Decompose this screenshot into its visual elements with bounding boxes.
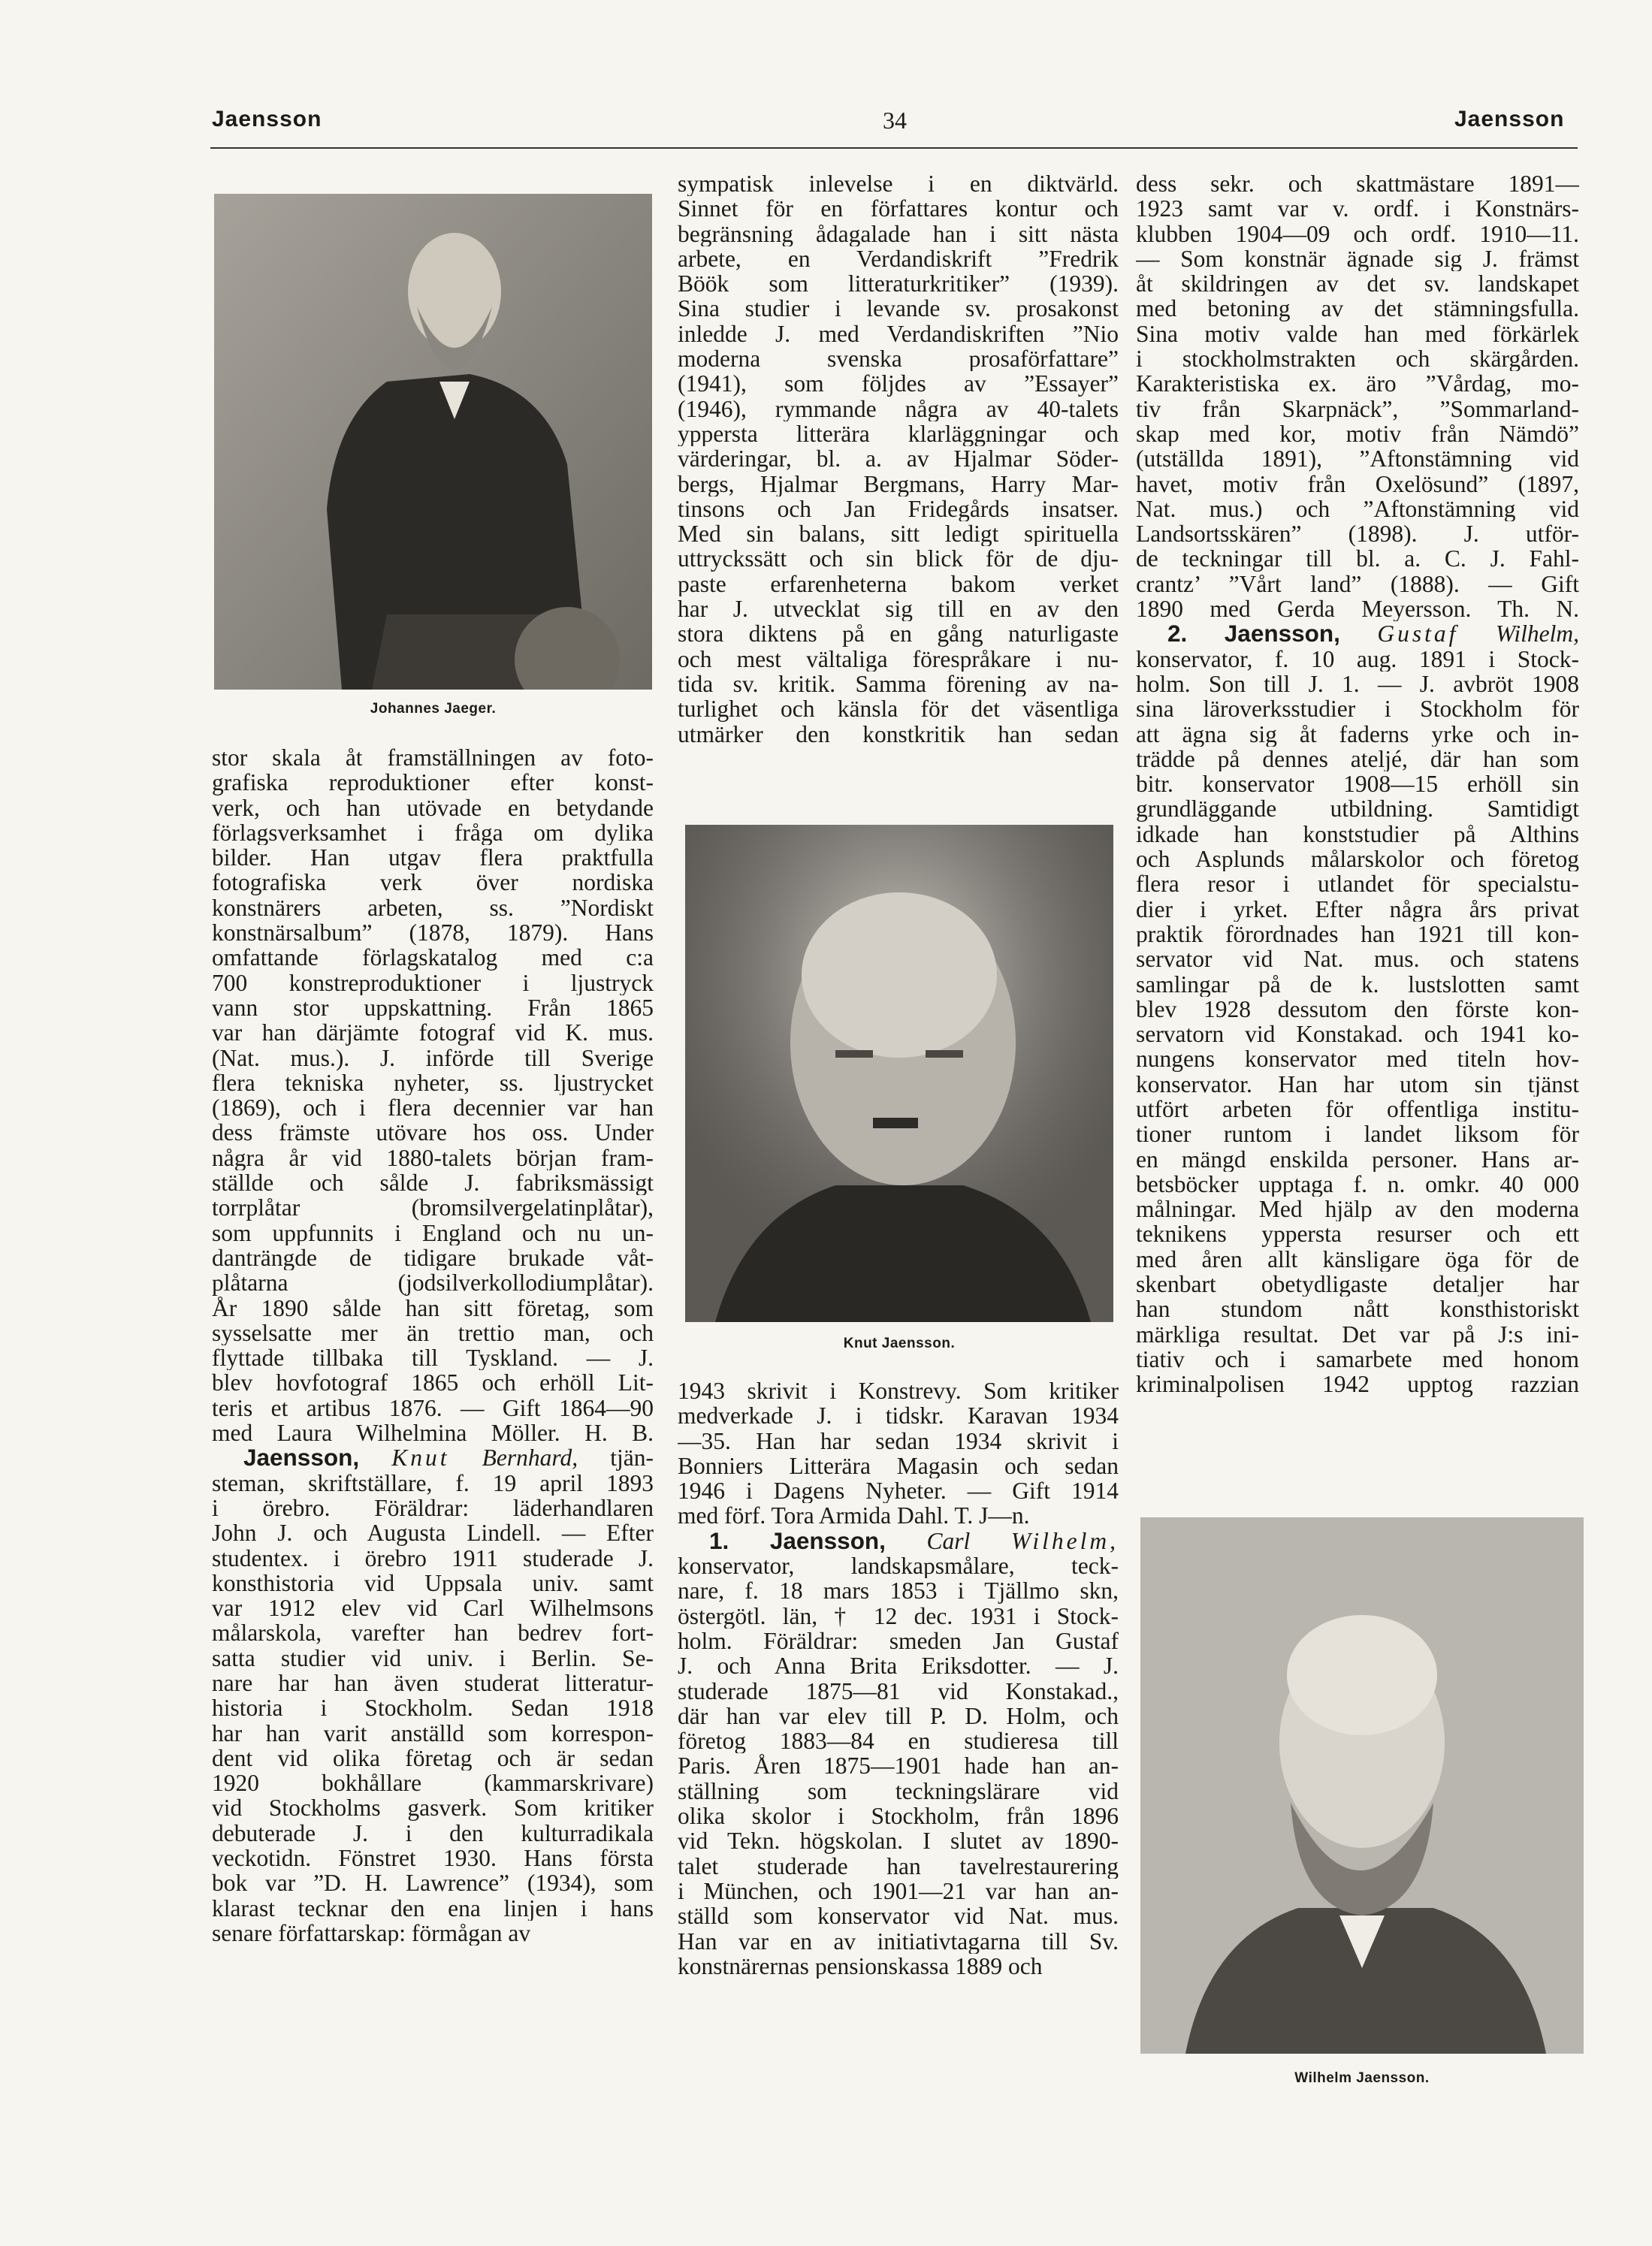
text-column-2-continued: [678, 1378, 1119, 1979]
text-line: konservator, landskapsmålare, teck-: [678, 1553, 1119, 1579]
text-line: holm. Föräldrar: smeden Jan Gustaf: [678, 1628, 1119, 1654]
text-line: Sina motiv valde han med förkärlek: [1136, 321, 1579, 347]
text-line: senare författarskap: förmågan av: [212, 1920, 531, 1946]
text-line: trädde på dennes ateljé, där han som: [1136, 746, 1579, 772]
text-line: År 1890 sålde han sitt företag, som: [212, 1295, 654, 1321]
text-line: fotografiska verk över nordiska: [212, 870, 654, 895]
text-line: nare, f. 18 mars 1853 i Tjällmo skn,: [678, 1578, 1119, 1604]
text-line: sysselsatte mer än trettio man, och: [212, 1320, 654, 1346]
text-line: yppersta litterära klarläggningar och: [678, 421, 1119, 447]
text-line: värderingar, bl. a. av Hjalmar Söder-: [678, 446, 1119, 472]
text-line: teknikens yppersta resurser och ett: [1136, 1221, 1579, 1247]
text-line: klubben 1904—09 och ordf. 1910—11.: [1136, 221, 1579, 246]
entry-heading-carl-wilhelm: 1. Jaensson, Carl Wilhelm,: [709, 1528, 1119, 1554]
text-line: de teckningar till bl. a. C. J. Fahl-: [1136, 546, 1579, 572]
text-line: idkade han konststudier på Althins: [1136, 821, 1579, 847]
text-line: servatorn vid Konstakad. och 1941 ko-: [1136, 1022, 1579, 1047]
text-line: tiv från Skarpnäck”, ”Sommarland-: [1136, 396, 1579, 421]
text-line: flera tekniska nyheter, ss. ljustrycket: [212, 1070, 654, 1096]
text-line: Bonniers Litterära Magasin och sedan: [678, 1453, 1119, 1479]
text-line: östergötl. län, † 12 dec. 1931 i Stock-: [678, 1603, 1119, 1629]
text-line: dier i yrket. Efter några års privat: [1136, 896, 1579, 922]
text-line: samlingar på de k. lustslotten samt: [1136, 971, 1579, 997]
text-line: 1920 bokhållare (kammarskrivare): [212, 1771, 654, 1796]
text-line: har J. utvecklat sig till en av den: [678, 596, 1119, 622]
text-line: i stockholmstrakten och skärgården.: [1136, 346, 1579, 372]
text-line: konservator, f. 10 aug. 1891 i Stock-: [1136, 646, 1579, 672]
text-line: stor skala åt framställningen av foto-: [212, 745, 654, 771]
text-line: (utställda 1891), ”Aftonstämning vid: [1136, 446, 1579, 472]
photo-caption-wilhelm: Wilhelm Jaensson.: [1294, 2070, 1430, 2086]
text-line: begränsning ådagalade han i sitt nästa: [678, 221, 1119, 246]
entry-heading-gustaf-wilhelm: 2. Jaensson, Gustaf Wilhelm,: [1167, 621, 1579, 647]
text-line: blev hovfotograf 1865 och erhöll Lit-: [212, 1370, 654, 1396]
text-line: veckotidn. Fönstret 1930. Hans första: [212, 1846, 654, 1871]
text-line: — Som konstnär ägnade sig J. främst: [1136, 246, 1579, 272]
photo-caption-jaeger: Johannes Jaeger.: [370, 701, 497, 717]
text-line: uttryckssätt och sin blick för de dju-: [678, 546, 1119, 572]
text-line: där han var elev till P. D. Holm, och: [678, 1703, 1119, 1729]
text-line: tiativ och i samarbete med honom: [1136, 1346, 1579, 1372]
text-line: konsthistoria vid Uppsala univ. samt: [212, 1570, 654, 1596]
text-line: konstnärsalbum” (1878, 1879). Hans: [212, 920, 654, 946]
text-line: vann stor uppskattning. Från 1865: [212, 995, 654, 1021]
text-line: Paris. Åren 1875—1901 hade han an-: [678, 1753, 1119, 1779]
text-line: steman, skriftställare, f. 19 april 1893: [212, 1470, 654, 1496]
text-line: sympatisk inlevelse i en diktvärld.: [678, 171, 1119, 197]
text-column-1: [212, 745, 654, 1946]
text-line: tinsons och Jan Fridegårds insatser.: [678, 496, 1119, 522]
text-line: grafiska reproduktioner efter konst-: [212, 770, 654, 795]
text-line: var 1912 elev vid Carl Wilhelmsons: [212, 1595, 654, 1621]
text-line: moderna svenska prosaförfattare”: [678, 346, 1119, 372]
text-line: blev 1928 dessutom den förste kon-: [1136, 996, 1579, 1022]
text-line: bilder. Han utgav flera praktfulla: [212, 845, 654, 871]
text-line: dess sekr. och skattmästare 1891—: [1136, 171, 1579, 197]
text-line: medverkade J. i tidskr. Karavan 1934: [678, 1403, 1119, 1429]
text-line: Med sin balans, sitt ledigt spirituella: [678, 521, 1119, 547]
text-line: omfattande förlagskatalog med c:a: [212, 945, 654, 971]
text-line: klarast tecknar den ena linjen i hans: [212, 1895, 654, 1921]
text-column-2: [678, 171, 1119, 747]
text-line: turlighet och känsla för det väsentliga: [678, 696, 1119, 722]
text-line: flera resor i utlandet för specialstu-: [1136, 871, 1579, 897]
running-head-left: Jaensson: [212, 107, 322, 131]
text-line: olika skolor i Stockholm, från 1896: [678, 1804, 1119, 1829]
text-line: (1869), och i flera decennier var han: [212, 1095, 654, 1121]
text-line: och Asplunds målarskolor och företog: [1136, 847, 1579, 872]
text-line: studerade 1875—81 vid Konstakad.,: [678, 1678, 1119, 1704]
text-line: bergs, Hjalmar Bergmans, Harry Mar-: [678, 471, 1119, 497]
text-line: dent vid olika företag och är sedan: [212, 1745, 654, 1771]
text-line: satta studier vid univ. i Berlin. Se-: [212, 1645, 654, 1671]
text-line: (1946), rymmande några av 40-talets: [678, 396, 1119, 421]
text-line: servator vid Nat. mus. och statens: [1136, 946, 1579, 972]
text-line: Han var en av initiativtagarna till Sv.: [678, 1928, 1119, 1954]
text-line: paste erfarenheterna bakom verket: [678, 571, 1119, 597]
page-number: 34: [883, 107, 907, 134]
text-line: danträngde de tidigare brukade våt-: [212, 1245, 654, 1271]
text-line: sina läroverksstudier i Stockholm för: [1136, 696, 1579, 722]
text-line: John J. och Augusta Lindell. — Efter: [212, 1520, 654, 1546]
text-line: ställd som konservator vid Nat. mus.: [678, 1903, 1119, 1929]
text-line: tioner runtom i landet liksom för: [1136, 1121, 1579, 1147]
text-line: nare har han även studerat litteratur-: [212, 1670, 654, 1696]
text-line: —35. Han har sedan 1934 skrivit i: [678, 1428, 1119, 1454]
text-line: vid Stockholms gasverk. Som kritiker: [212, 1795, 654, 1821]
text-line: konservator. Han har utom sin tjänst: [1136, 1071, 1579, 1097]
text-line: med betoning av det stämningsfulla.: [1136, 296, 1579, 322]
text-line: dess främste utövare hos oss. Under: [212, 1120, 654, 1146]
text-line: kriminalpolisen 1942 upptog razzian: [1136, 1372, 1579, 1397]
text-line: konstnärernas pensionskassa 1889 och: [678, 1953, 1043, 1979]
text-line: Sina studier i levande sv. prosakonst: [678, 296, 1119, 322]
text-line: plåtarna (jodsilverkollodiumplåtar).: [212, 1270, 654, 1296]
text-line: var han därjämte fotograf vid K. mus.: [212, 1020, 654, 1046]
text-line: stora diktens på en gång naturligaste: [678, 621, 1119, 647]
text-line: utfört arbeten för offentliga institu-: [1136, 1096, 1579, 1122]
text-line: betsböcker upptaga f. n. omkr. 40 000: [1136, 1171, 1579, 1197]
text-line: skenbart obetydligaste detaljer har: [1136, 1272, 1579, 1297]
text-line: 1943 skrivit i Konstrevy. Som kritiker: [678, 1378, 1119, 1404]
text-line: Nat. mus.) och ”Aftonstämning vid: [1136, 496, 1579, 522]
text-line: grundläggande utbildning. Samtidigt: [1136, 796, 1579, 822]
text-line: målningar. Med hjälp av den moderna: [1136, 1197, 1579, 1222]
text-line: Karakteristiska ex. äro ”Vårdag, mo-: [1136, 371, 1579, 397]
text-line: inledde J. med Verdandiskriften ”Nio: [678, 321, 1119, 347]
text-line: 700 konstreproduktioner i ljustryck: [212, 970, 654, 995]
text-line: konstnärers arbeten, ss. ”Nordiskt: [212, 895, 654, 921]
text-line: i München, och 1901—21 var han an-: [678, 1878, 1119, 1904]
text-line: skap med kor, motiv från Nämdö”: [1136, 421, 1579, 447]
text-line: teris et artibus 1876. — Gift 1864—90: [212, 1395, 654, 1421]
text-line: Sinnet för en författares kontur och: [678, 196, 1119, 222]
photo-knut-jaensson: [685, 825, 1113, 1322]
text-line: bok var ”D. H. Lawrence” (1934), som: [212, 1870, 654, 1896]
text-line: med Laura Wilhelmina Möller. H. B.: [212, 1420, 654, 1446]
text-line: Böök som litteraturkritiker” (1939).: [678, 271, 1119, 297]
text-line: i örebro. Föräldrar: läderhandlaren: [212, 1495, 654, 1521]
text-line: företog 1883—84 en studieresa till: [678, 1728, 1119, 1754]
text-line: ställning som teckningslärare vid: [678, 1778, 1119, 1804]
text-line: att ägna sig åt faderns yrke och in-: [1136, 721, 1579, 747]
photo-caption-knut: Knut Jaensson.: [843, 1336, 956, 1351]
text-line: studentex. i örebro 1911 studerade J.: [212, 1545, 654, 1571]
text-line: som uppfunnits i England och nu un-: [212, 1220, 654, 1245]
text-line: holm. Son till J. 1. — J. avbröt 1908: [1136, 671, 1579, 697]
text-line: målarskola, varefter han bedrev fort-: [212, 1620, 654, 1646]
text-line: (1941), som följdes av ”Essayer”: [678, 371, 1119, 397]
text-line: nungens konservator med titeln hov-: [1136, 1046, 1579, 1072]
text-line: bitr. konservator 1908—15 erhöll sin: [1136, 771, 1579, 797]
text-line: crantz’ ”Vårt land” (1888). — Gift: [1136, 571, 1579, 597]
header-rule: [210, 147, 1578, 149]
text-line: debuterade J. i den kulturradikala: [212, 1820, 654, 1846]
text-line: åt skildringen av det sv. landskapet: [1136, 271, 1579, 297]
text-line: flyttade tillbaka till Tyskland. — J.: [212, 1345, 654, 1371]
text-line: 1946 i Dagens Nyheter. — Gift 1914: [678, 1478, 1119, 1504]
text-line: vid Tekn. högskolan. I slutet av 1890-: [678, 1828, 1119, 1854]
text-line: Landsortsskären” (1898). J. utför-: [1136, 521, 1579, 547]
running-head-right: Jaensson: [1454, 107, 1565, 131]
text-line: torrplåtar (bromsilvergelatinplåtar),: [212, 1195, 654, 1221]
text-line: praktik förordnades han 1921 till kon-: [1136, 921, 1579, 947]
text-line: ställde och sålde J. fabriksmässigt: [212, 1170, 654, 1196]
text-line: tida sv. kritik. Samma förening av na-: [678, 671, 1119, 697]
text-line: havet, motiv från Oxelösund” (1897,: [1136, 471, 1579, 497]
text-line: historia i Stockholm. Sedan 1918: [212, 1695, 654, 1721]
text-line: och mest vältaliga förespråkare i nu-: [678, 646, 1119, 672]
text-line: verk, och han utövade en betydande: [212, 795, 654, 820]
photo-wilhelm-jaensson: [1140, 1517, 1584, 2054]
text-line: märkliga resultat. Det var på J:s ini-: [1136, 1321, 1579, 1347]
text-line: arbete, en Verdandiskrift ”Fredrik: [678, 246, 1119, 272]
text-line: (Nat. mus.). J. införde till Sverige: [212, 1045, 654, 1070]
text-line: med förf. Tora Armida Dahl. T. J—n.: [678, 1503, 1030, 1529]
text-line: 1923 samt var v. ordf. i Konstnärs-: [1136, 196, 1579, 222]
text-line: med åren allt känsligare öga för de: [1136, 1246, 1579, 1272]
text-line: talet studerade han tavelrestaurering: [678, 1853, 1119, 1879]
text-line: en mängd enskilda personer. Hans ar-: [1136, 1146, 1579, 1172]
text-line: förlagsverksamhet i fråga om dylika: [212, 820, 654, 846]
text-line: J. och Anna Brita Eriksdotter. — J.: [678, 1653, 1119, 1679]
entry-heading-knut: Jaensson, Knut Bernhard, tjän-: [243, 1445, 654, 1471]
text-column-3: [1136, 171, 1579, 1397]
text-line: har han varit anställd som korrespon-: [212, 1720, 654, 1746]
text-line: utmärker den konstkritik han sedan: [678, 721, 1119, 747]
photo-johannes-jaeger: [214, 194, 652, 690]
text-line: han stundom nått konsthistoriskt: [1136, 1297, 1579, 1322]
text-line: 1890 med Gerda Meyersson. Th. N.: [1136, 596, 1579, 622]
text-line: några år vid 1880-talets början fram-: [212, 1145, 654, 1171]
